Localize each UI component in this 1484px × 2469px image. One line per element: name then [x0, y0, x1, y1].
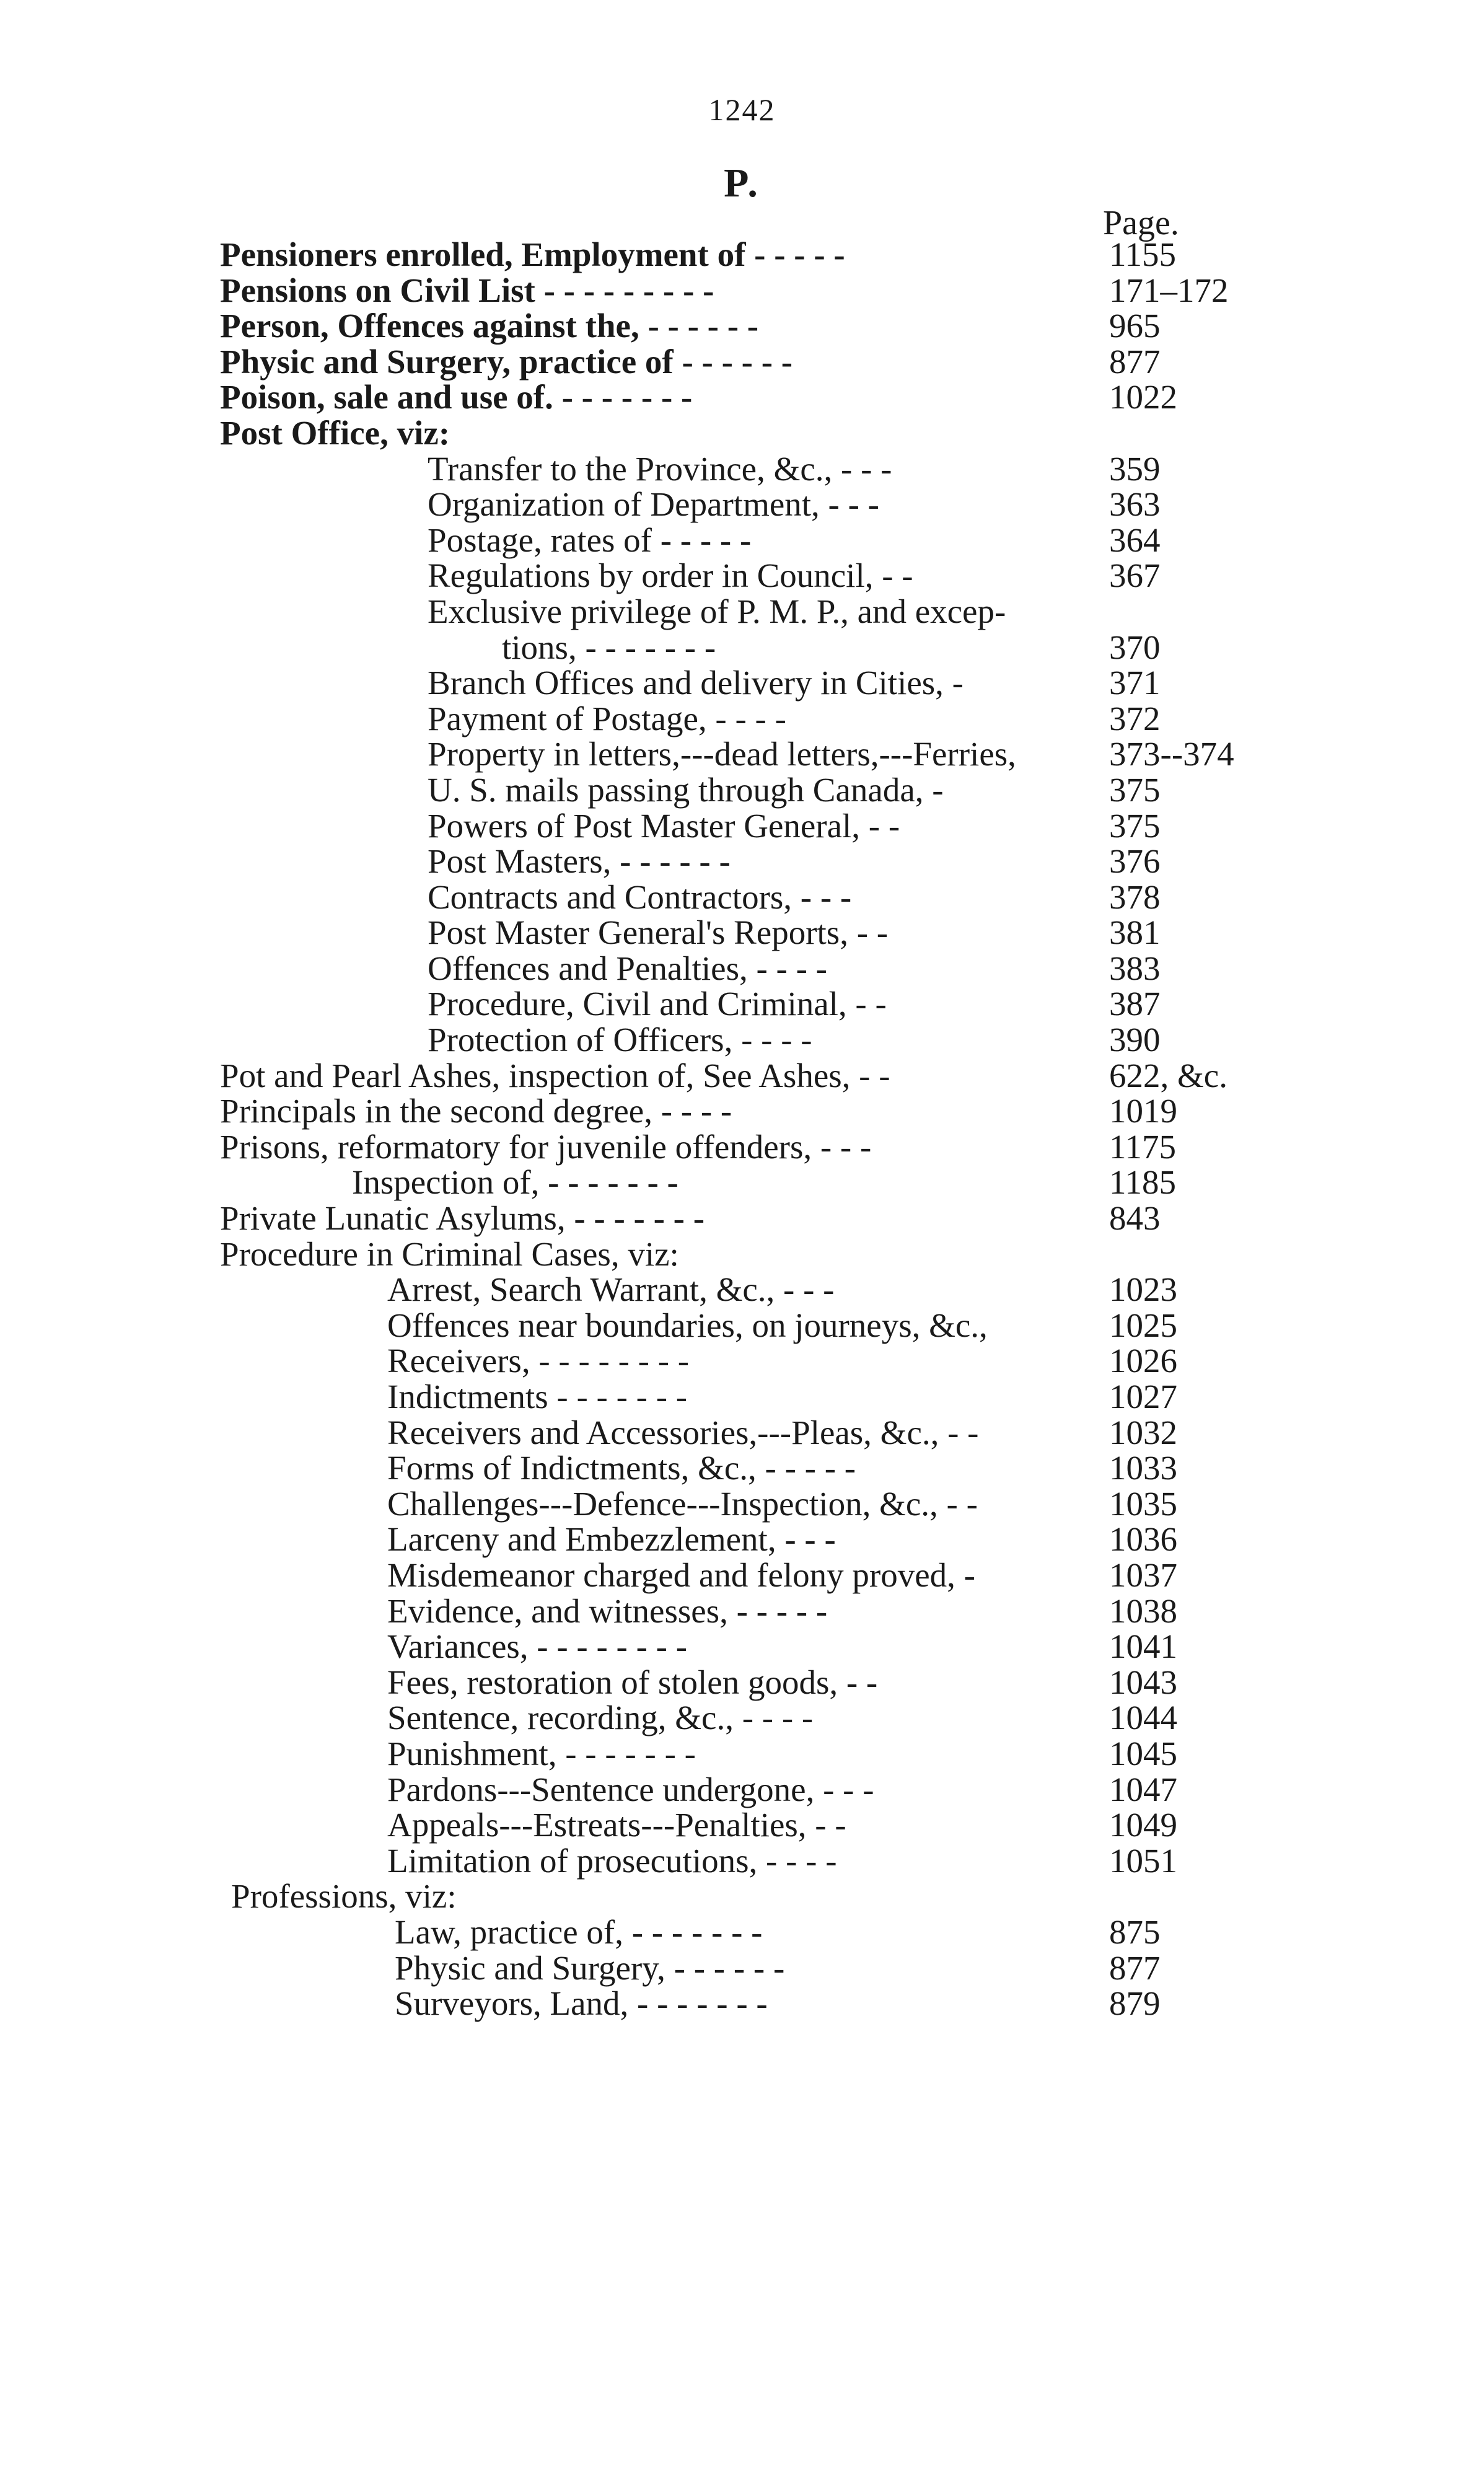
index-entry-text: Property in letters,---dead letters,---Ferries, — [428, 735, 1016, 773]
index-entry-page: 877 — [1109, 342, 1161, 381]
index-entry-page: 1026 — [1109, 1342, 1177, 1380]
index-entry-text: Forms of Indictments, &c., - - - - - — [387, 1449, 856, 1487]
index-entry-page: 877 — [1109, 1948, 1161, 1987]
index-entry — [0, 451, 1484, 487]
index-entry-text: Protection of Officers, - - - - — [428, 1021, 812, 1059]
index-entry-page: 1049 — [1109, 1806, 1177, 1844]
index-entry — [0, 665, 1484, 701]
index-entry-text: Professions, viz: — [231, 1877, 457, 1916]
index-entry — [0, 630, 1484, 666]
index-entry-text: Sentence, recording, &c., - - - - — [387, 1699, 814, 1737]
index-entry-page: 1044 — [1109, 1699, 1177, 1737]
index-entry-text: Fees, restoration of stolen goods, - - — [387, 1663, 878, 1701]
index-entry — [0, 344, 1484, 380]
index-entry — [0, 879, 1484, 915]
index-entry-page: 390 — [1109, 1021, 1161, 1059]
index-entry — [0, 1986, 1484, 2022]
index-entry-text: Regulations by order in Council, - - — [428, 557, 913, 595]
index-entry-page: 622, &c. — [1109, 1056, 1227, 1094]
index-entry — [0, 308, 1484, 344]
index-entry — [0, 1308, 1484, 1344]
index-entry-text: Transfer to the Province, &c., - - - — [428, 449, 892, 488]
index-entry — [0, 1129, 1484, 1165]
index-entry — [0, 594, 1484, 630]
index-entry-text: Prisons, reformatory for juvenile offenders, - - - — [220, 1127, 872, 1166]
index-entry-page: 1033 — [1109, 1449, 1177, 1487]
index-entry-text: Challenges---Defence---Inspection, &c., - - — [387, 1484, 978, 1523]
index-entry-page: 1185 — [1109, 1163, 1176, 1202]
index-entry — [0, 273, 1484, 309]
index-entry-page: 373--374 — [1109, 735, 1234, 773]
index-entry-text: Limitation of prosecutions, - - - - — [387, 1841, 837, 1880]
index-entry-page: 1032 — [1109, 1413, 1177, 1451]
index-entry — [0, 1557, 1484, 1593]
index-entry-text: Variances, - - - - - - - - — [387, 1627, 688, 1666]
index-entry — [0, 1058, 1484, 1094]
index-entry-text: Physic and Surgery, practice of - - - - - - — [220, 342, 793, 381]
index-entry-page: 372 — [1109, 699, 1161, 737]
index-entry — [0, 1843, 1484, 1879]
index-entry-page: 378 — [1109, 878, 1161, 916]
index-entry-page: 1043 — [1109, 1663, 1177, 1701]
index-entry-page: 171–172 — [1109, 271, 1229, 309]
index-entry — [0, 772, 1484, 808]
index-entry — [0, 1093, 1484, 1129]
index-entry — [0, 1272, 1484, 1308]
index-entry — [0, 951, 1484, 987]
index-entry-page: 371 — [1109, 664, 1161, 702]
index-entry — [0, 843, 1484, 879]
index-entry — [0, 1914, 1484, 1950]
index-entry-page: 875 — [1109, 1912, 1161, 1951]
index-entry-page: 376 — [1109, 842, 1161, 881]
index-entry — [0, 1450, 1484, 1486]
index-entry-text: Powers of Post Master General, - - — [428, 806, 900, 845]
index-entry-text: Receivers, - - - - - - - - — [387, 1342, 690, 1380]
index-entry-page: 370 — [1109, 628, 1161, 666]
index-entry-page: 1155 — [1109, 235, 1176, 273]
index-entry-page: 1051 — [1109, 1841, 1177, 1880]
index-entry — [0, 237, 1484, 273]
index-entry-text: Procedure, Civil and Criminal, - - — [428, 985, 887, 1023]
index-entry-page: 1041 — [1109, 1627, 1177, 1666]
index-entry-text: Appeals---Estreats---Penalties, - - — [387, 1806, 846, 1844]
index-entry-text: Organization of Department, - - - — [428, 485, 879, 524]
index-entry-page: 1038 — [1109, 1591, 1177, 1630]
index-entry-text: Exclusive privilege of P. M. P., and excep- — [428, 592, 1006, 630]
index-entry-page: 1045 — [1109, 1734, 1177, 1772]
index-entry-text: Post Masters, - - - - - - — [428, 842, 731, 881]
index-entry-text: Post Office, viz: — [220, 413, 450, 452]
index-entry-text: Pensions on Civil List - - - - - - - - - — [220, 271, 714, 309]
index-entry-page: 381 — [1109, 913, 1161, 952]
index-entry-text: Post Master General's Reports, - - — [428, 913, 889, 952]
index-entry-page: 1019 — [1109, 1092, 1177, 1130]
index-entry — [0, 1343, 1484, 1379]
index-entry — [0, 986, 1484, 1022]
index-entry-text: Principals in the second degree, - - - - — [220, 1092, 732, 1130]
index-entry — [0, 1593, 1484, 1629]
index-entry-text: Punishment, - - - - - - - — [387, 1734, 696, 1772]
index-entry-page: 879 — [1109, 1984, 1161, 2023]
index-entry-text: Law, practice of, - - - - - - - — [395, 1912, 763, 1951]
index-entry — [0, 1521, 1484, 1557]
index-entry-text: Payment of Postage, - - - - — [428, 699, 786, 737]
index-entry — [0, 1950, 1484, 1986]
index-entry — [0, 1200, 1484, 1236]
index-entry — [0, 915, 1484, 951]
index-entry-page: 965 — [1109, 307, 1161, 345]
index-entry — [0, 1736, 1484, 1772]
index-entry — [0, 1807, 1484, 1843]
index-entry-text: Inspection of, - - - - - - - — [352, 1163, 678, 1202]
index-entry — [0, 1486, 1484, 1522]
index-entry — [0, 415, 1484, 451]
index-entry-text: Arrest, Search Warrant, &c., - - - — [387, 1270, 835, 1309]
index-entry — [0, 522, 1484, 558]
index-entry-text: Receivers and Accessories,---Pleas, &c., - - — [387, 1413, 979, 1451]
index-entry-text: Contracts and Contractors, - - - — [428, 878, 852, 916]
index-entry-text: U. S. mails passing through Canada, - — [428, 770, 944, 809]
page-column-header: Page. — [1103, 204, 1179, 242]
index-entry-text: Pardons---Sentence undergone, - - - — [387, 1770, 874, 1808]
index-entry — [0, 1236, 1484, 1272]
index-entry — [0, 486, 1484, 522]
index-entry-page: 367 — [1109, 557, 1161, 595]
index-entry-text: Physic and Surgery, - - - - - - — [395, 1948, 785, 1987]
index-entry-text: Offences near boundaries, on journeys, &c., — [387, 1306, 988, 1344]
index-entry-page: 387 — [1109, 985, 1161, 1023]
index-entry — [0, 1878, 1484, 1914]
index-entry-page: 1037 — [1109, 1556, 1177, 1594]
index-list — [0, 237, 1484, 2022]
index-entry-text: Larceny and Embezzlement, - - - — [387, 1520, 836, 1559]
index-entry-page: 359 — [1109, 449, 1161, 488]
index-entry-text: Misdemeanor charged and felony proved, - — [387, 1556, 975, 1594]
index-entry-text: Private Lunatic Asylums, - - - - - - - — [220, 1199, 705, 1238]
index-entry — [0, 1022, 1484, 1058]
index-entry — [0, 1164, 1484, 1200]
index-entry-page: 363 — [1109, 485, 1161, 524]
index-entry-text: Evidence, and witnesses, - - - - - — [387, 1591, 828, 1630]
index-entry-page: 383 — [1109, 949, 1161, 987]
index-entry-page: 1175 — [1109, 1127, 1176, 1166]
index-entry-text: Indictments - - - - - - - — [387, 1378, 688, 1415]
index-entry-text: Procedure in Criminal Cases, viz: — [220, 1234, 679, 1273]
index-entry — [0, 701, 1484, 737]
index-entry-page: 375 — [1109, 806, 1161, 845]
index-entry-text: Person, Offences against the, - - - - - - — [220, 307, 759, 345]
index-entry-page: 1027 — [1109, 1378, 1177, 1415]
index-entry — [0, 558, 1484, 594]
index-entry-text: Branch Offices and delivery in Cities, - — [428, 664, 964, 702]
index-entry-page: 1047 — [1109, 1770, 1177, 1808]
index-entry-text: Poison, sale and use of. - - - - - - - — [220, 378, 693, 416]
index-entry — [0, 736, 1484, 772]
index-entry-text: Surveyors, Land, - - - - - - - — [395, 1984, 768, 2023]
page-number: 1242 — [708, 92, 776, 127]
index-entry-page: 1023 — [1109, 1270, 1177, 1309]
index-entry-page: 1035 — [1109, 1484, 1177, 1523]
index-entry — [0, 1665, 1484, 1701]
index-entry-text: Postage, rates of - - - - - — [428, 521, 752, 559]
index-entry — [0, 1629, 1484, 1665]
index-entry-page: 364 — [1109, 521, 1161, 559]
index-entry-page: 375 — [1109, 770, 1161, 809]
index-entry — [0, 1379, 1484, 1415]
index-entry-text: Pot and Pearl Ashes, inspection of, See Ashes, - - — [220, 1056, 890, 1094]
index-entry — [0, 1415, 1484, 1451]
index-entry — [0, 1700, 1484, 1736]
index-entry-page: 1036 — [1109, 1520, 1177, 1559]
index-entry — [0, 808, 1484, 844]
index-entry-text: tions, - - - - - - - — [502, 628, 716, 666]
section-letter: P. — [724, 161, 760, 206]
index-entry-text: Offences and Penalties, - - - - — [428, 949, 827, 987]
index-entry-text: Pensioners enrolled, Employment of - - - - - — [220, 235, 845, 273]
index-entry-page: 1022 — [1109, 378, 1177, 416]
index-entry — [0, 379, 1484, 415]
index-entry — [0, 1772, 1484, 1808]
index-entry-page: 1025 — [1109, 1306, 1177, 1344]
index-entry-page: 843 — [1109, 1199, 1161, 1238]
